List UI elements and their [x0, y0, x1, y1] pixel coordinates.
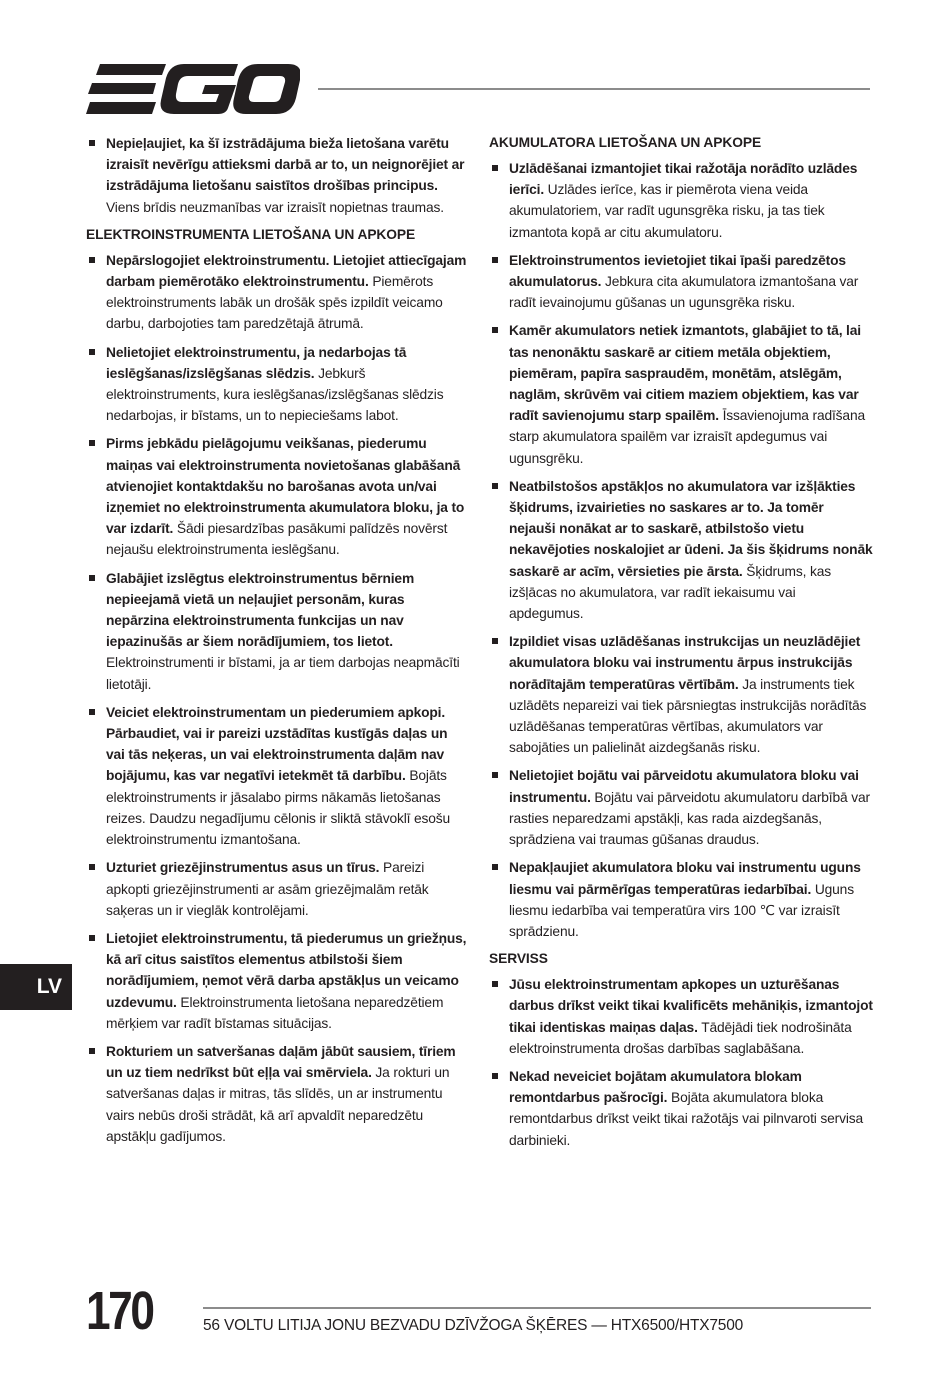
ego-logo	[86, 64, 300, 114]
list-item	[489, 250, 873, 314]
item-text: Ja instruments tiek uzlādēts nepareizi vai tiek pārsniegtas instrukcijās norādītās uzlādēšanas temperatūras vērtības, akumulators var sabojāties un palielināt aizdegšanās risku.	[509, 676, 867, 756]
list-item	[86, 342, 468, 427]
item-text: Uzlādes ierīce, kas ir piemērota viena veida akumulatoriem, var radīt ugunsgrēka risku, ja tas tiek izmantota kopā ar citu akumulatoru.	[509, 182, 825, 240]
footer-rule	[203, 1307, 871, 1309]
bullet-icon	[89, 1048, 95, 1054]
bullet-icon	[492, 981, 498, 987]
bullet-icon	[89, 440, 95, 446]
bullet-icon	[89, 349, 95, 355]
list-item	[86, 133, 468, 218]
list-item	[489, 765, 873, 850]
item-bold: Nepieļaujiet, ka šī izstrādājuma bieža lietošana varētu izraisīt nevērīgu attieksmi darbā ar to, un neignorējiet ar izstrādājuma lietošanu saistītos drošības principus.	[106, 136, 465, 194]
list-item	[489, 476, 873, 624]
list-item	[86, 702, 468, 850]
item-text: Uguns liesmu iedarbība vai temperatūra virs 100 ℃ var izraisīt sprādzienu.	[509, 881, 854, 939]
language-tab: LV	[0, 964, 72, 1010]
item-bold: Elektroinstrumentos ievietojiet tikai īpaši paredzētos akumulatorus.	[509, 252, 846, 290]
item-text: Piemērots elektroinstruments labāk un drošāk spēs izpildīt veicamo darbu, darbojoties tam paredzētajā ātrumā.	[106, 274, 443, 332]
item-text: Bojāta akumulatora bloka remontdarbus drīkst veikt tikai ražotājs vai pilnvaroti servisa darbinieki.	[509, 1090, 864, 1148]
item-bold: Kamēr akumulators netiek izmantots, glabājiet to tā, lai tas nenonāktu saskarē ar citiem metāla objektiem, piemēram, papīra saspraudēm, monētām, atslēgām, naglām, skrūvēm vai citiem maziem objektiem, kas var radīt savienojumu starp spailēm.	[509, 323, 861, 424]
item-text: Bojātu vai pārveidotu akumulatoru darbībā var rasties neparedzami apstākļi, kas rada aizdegšanās, sprādziena vai traumas gūšanas draudus.	[509, 789, 870, 848]
right-list	[489, 158, 873, 942]
item-text: Ja rokturi un satveršanas daļas ir mitras, tās slīdēs, un ar instrumentu vairs nebūs droši strādāt, kā arī apvaldīt neparedzētu apstākļu gadījumos.	[106, 1065, 450, 1144]
left-top-list	[86, 133, 468, 218]
item-text: Bojāts elektroinstruments ir jāsalabo pirms nākamās lietošanas reizes. Daudzu negadījumu cēlonis ir sliktā stāvoklī esošu elektroinstrumentu izmantošana.	[106, 768, 451, 848]
item-text: Viens brīdis neuzmanības var izraisīt nopietnas traumas.	[106, 199, 444, 215]
list-item	[86, 857, 468, 921]
item-text: Šķidrums, kas izšļācas no akumulatora, var radīt iekaisumu vai apdegumus.	[509, 563, 831, 622]
item-text: Jebkura cita akumulatora izmantošana var radīt ievainojumu gūšanas un ugunsgrēka risku.	[509, 274, 859, 311]
list-item	[489, 631, 873, 758]
footer-title: 56 VOLTU LITIJA JONU BEZVADU DZĪVŽOGA ŠĶĒRES — HTX6500/HTX7500	[203, 1317, 744, 1334]
right-column	[489, 133, 873, 1158]
list-item	[86, 1041, 468, 1147]
service-list	[489, 974, 873, 1151]
item-bold: Neatbilstošos apstākļos no akumulatora var izšļākties šķidrums, izvairieties no saskares ar to. Ja tomēr nejauši nonākat ar to saskarē, atbilstošo vietu nekavējoties noskalojiet ar ūdeni. Ja šis šķidrums nonāk saskarē ar acīm, vērsieties pie ārsta.	[509, 478, 873, 579]
item-text: Jebkurš elektroinstruments, kura ieslēgšanas/izslēgšanas slēdzis nedarbojas, ir bīstams, un to nepieciešams labot.	[106, 365, 444, 424]
item-bold: Rokturiem un satveršanas daļām jābūt sausiem, tīriem un uz tiem nedrīkst būt eļļa vai smērviela.	[106, 1043, 456, 1081]
item-bold: Glabājiet izslēgtus elektroinstrumentus bērniem nepieejamā vietā un neļaujiet personām, kuras nepārzina elektroinstrumenta funkcijas un nav iepazinušās ar šiem norādījumiem, tos lietot.	[106, 570, 415, 650]
bullet-icon	[89, 935, 95, 941]
bullet-icon	[89, 864, 95, 870]
bullet-icon	[492, 638, 498, 644]
list-item	[86, 433, 468, 560]
item-text: Šādi piesardzības pasākumi palīdzēs novērst nejaušu elektroinstrumenta ieslēgšanu.	[106, 521, 448, 558]
list-item	[86, 250, 468, 335]
section-heading: AKUMULATORA LIETOŠANA UN APKOPE	[489, 135, 762, 150]
page-number: 170	[86, 1281, 153, 1341]
item-bold: Nekad neveiciet bojātam akumulatora blokam remontdarbus pašrocīgi.	[509, 1068, 802, 1106]
list-item	[489, 1066, 873, 1151]
section-heading: SERVISS	[489, 951, 548, 967]
section-heading: ELEKTROINSTRUMENTA LIETOŠANA UN APKOPE	[86, 226, 416, 242]
bullet-icon	[492, 772, 498, 778]
bullet-icon	[492, 1073, 498, 1079]
item-bold: Nelietojiet elektroinstrumentu, ja nedarbojas tā ieslēgšanas/izslēgšanas slēdzis.	[106, 344, 407, 381]
bullet-icon	[492, 327, 498, 333]
item-text: Pareizi apkopti griezējinstrumenti ar asām griezējmalām retāk saķeras un ir vieglāk kontrolējami.	[106, 860, 429, 918]
list-item	[489, 158, 873, 243]
left-column	[86, 133, 468, 1154]
item-bold: Veiciet elektroinstrumentam un piederumiem apkopi. Pārbaudiet, vai ir pareizi uzstādītas kustīgās daļas un vai tās neķeras, un vai elektroinstrumenta daļām nav bojājumu, kas var negatīvi ietekmēt tā darbību.	[106, 704, 448, 784]
item-bold: Pirms jebkādu pielāgojumu veikšanas, piederumu maiņas vai elektroinstrumenta novietošanas glabāšanā atvienojiet kontaktdakšu no barošanas avota un/vai izņemiet no elektroinstrumenta akumulatora bloku, ja to var izdarīt.	[106, 436, 465, 537]
bullet-icon	[89, 709, 95, 715]
item-bold: Lietojiet elektroinstrumentu, tā piederumus un griežņus, kā arī citus saistītos elementus atbilstoši šiem norādījumiem, ņemot vērā darba apstākļus un veicamo uzdevumu.	[106, 930, 467, 1010]
header-rule	[318, 88, 870, 90]
item-bold: Nelietojiet bojātu vai pārveidotu akumulatora bloku vai instrumentu.	[509, 768, 859, 805]
item-bold: Jūsu elektroinstrumentam apkopes un uzturēšanas darbus drīkst veikt tikai kvalificēts mehāniķis, izmantojot tikai identiskas maiņas daļas.	[509, 977, 873, 1035]
item-bold: Izpildiet visas uzlādēšanas instrukcijas un neuzlādējiet akumulatora bloku vai instrumentu ārpus instrukcijās norādītajām temperatūras vērtībām.	[509, 634, 861, 692]
item-bold: Uzlādēšanai izmantojiet tikai ražotāja norādīto uzlādes ierīci.	[509, 161, 858, 198]
item-text: Tādējādi tiek nodrošināta elektroinstrumenta drošas darbības saglabāšana.	[509, 1019, 852, 1056]
list-item	[489, 974, 873, 1059]
bullet-icon	[492, 257, 498, 263]
bullet-icon	[492, 483, 498, 489]
bullet-icon	[89, 575, 95, 581]
bullet-icon	[492, 864, 498, 870]
item-text: Elektroinstrumenta lietošana neparedzētiem mērķiem var radīt bīstamas situācijas.	[106, 994, 444, 1031]
item-bold: Uzturiet griezējinstrumentus asus un tīrus.	[106, 860, 380, 876]
item-bold: Nepārslogojiet elektroinstrumentu. Lietojiet attiecīgajam darbam piemērotāko elektroinstrumentu.	[106, 252, 467, 290]
list-item	[86, 928, 468, 1034]
left-list	[86, 250, 468, 1147]
bullet-icon	[492, 165, 498, 171]
list-item	[489, 320, 873, 468]
list-item	[489, 857, 873, 942]
item-bold: Nepakļaujiet akumulatora bloku vai instrumentu uguns liesmu vai pārmērīgas temperatūras iedarbībai.	[509, 860, 861, 897]
bullet-icon	[89, 257, 95, 263]
bullet-icon	[89, 140, 95, 146]
item-text: Īssavienojuma radīšana starp akumulatora spailēm var izraisīt apdegumus vai ugunsgrēku.	[509, 408, 865, 466]
item-text: Elektroinstrumenti ir bīstami, ja ar tiem darbojas neapmācīti lietotāji.	[106, 655, 460, 692]
list-item	[86, 568, 468, 695]
